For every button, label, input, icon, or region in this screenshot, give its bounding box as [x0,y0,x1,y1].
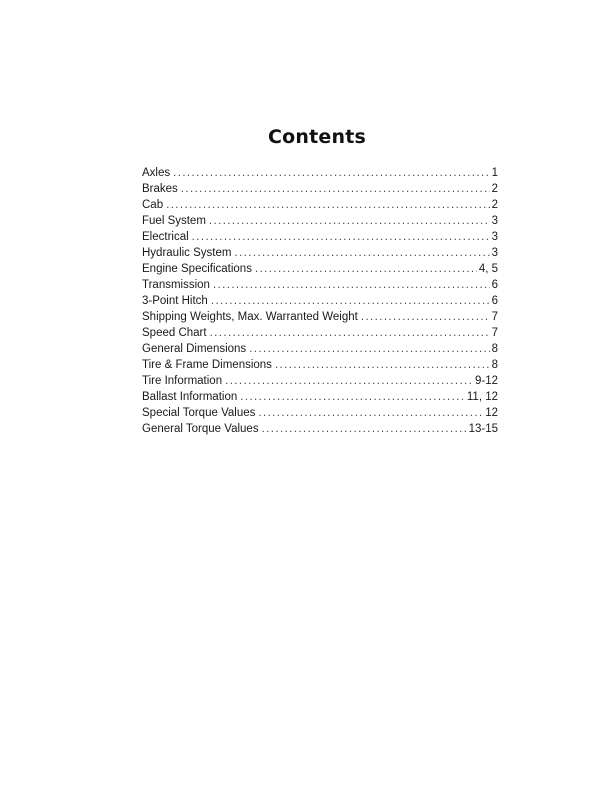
toc-entry-shipping-weights [142,309,498,325]
toc-entry-label: Speed Chart [142,327,207,339]
toc-entry-speed-chart [142,325,498,341]
toc-entry-page: 11, 12 [466,391,498,403]
toc-entry-label: Ballast Information [142,391,238,403]
toc-entry-special-torque-values [142,405,498,421]
toc-entry-fuel-system [142,213,498,229]
leader-dots [181,181,490,197]
toc-entry-axles [142,165,498,181]
toc-entry-label: 3-Point Hitch [142,295,208,307]
toc-entry-label: Tire Information [142,375,223,387]
toc-entry-page: 4, 5 [478,263,498,275]
toc-entry-label: Cab [142,199,164,211]
leader-dots [249,341,489,357]
leader-dots [173,165,489,181]
toc-entry-cab [142,197,498,213]
leader-dots [262,421,467,437]
toc-entry-page: 6 [491,295,498,307]
toc-entry-page: 2 [491,183,498,195]
toc-entry-engine-specifications [142,261,498,277]
leader-dots [209,213,490,229]
leader-dots [225,373,473,389]
leader-dots [192,229,490,245]
toc-entry-label: General Torque Values [142,423,259,435]
toc-entry-tire-information [142,373,498,389]
toc-entry-page: 12 [485,407,498,419]
toc-entry-page: 6 [491,279,498,291]
toc-entry-label: Axles [142,167,171,179]
leader-dots [275,357,490,373]
leader-dots [255,261,477,277]
toc-entry-hydraulic-system [142,245,498,261]
toc-entry-label: Tire & Frame Dimensions [142,359,272,371]
toc-entry-ballast-information [142,389,498,405]
toc-entry-label: Hydraulic System [142,247,232,259]
toc-entry-general-torque-values [142,421,498,437]
toc-entry-page: 8 [491,343,498,355]
toc-entry-label: Electrical [142,231,189,243]
table-of-contents [142,165,498,437]
toc-entry-page: 1 [491,167,498,179]
toc-entry-page: 8 [491,359,498,371]
toc-entry-electrical [142,229,498,245]
toc-entry-label: General Dimensions [142,343,247,355]
toc-entry-page: 7 [491,311,498,323]
toc-entry-label: Transmission [142,279,210,291]
toc-entry-tire-frame-dimensions [142,357,498,373]
toc-entry-3-point-hitch [142,293,498,309]
leader-dots [166,197,489,213]
leader-dots [210,325,490,341]
toc-entry-general-dimensions [142,341,498,357]
toc-entry-brakes [142,181,498,197]
toc-entry-label: Shipping Weights, Max. Warranted Weight [142,311,358,323]
toc-entry-page: 7 [491,327,498,339]
toc-entry-page: 3 [491,215,498,227]
leader-dots [213,277,490,293]
toc-entry-page: 3 [491,231,498,243]
leader-dots [240,389,465,405]
toc-entry-label: Engine Specifications [142,263,252,275]
toc-entry-transmission [142,277,498,293]
toc-entry-page: 3 [491,247,498,259]
toc-entry-label: Special Torque Values [142,407,256,419]
page-title: Contents [267,126,366,148]
leader-dots [234,245,489,261]
leader-dots [258,405,483,421]
leader-dots [361,309,490,325]
leader-dots [211,293,490,309]
toc-entry-page: 13-15 [468,423,498,435]
toc-entry-label: Fuel System [142,215,206,227]
toc-entry-label: Brakes [142,183,178,195]
toc-entry-page: 2 [491,199,498,211]
toc-entry-page: 9-12 [474,375,498,387]
